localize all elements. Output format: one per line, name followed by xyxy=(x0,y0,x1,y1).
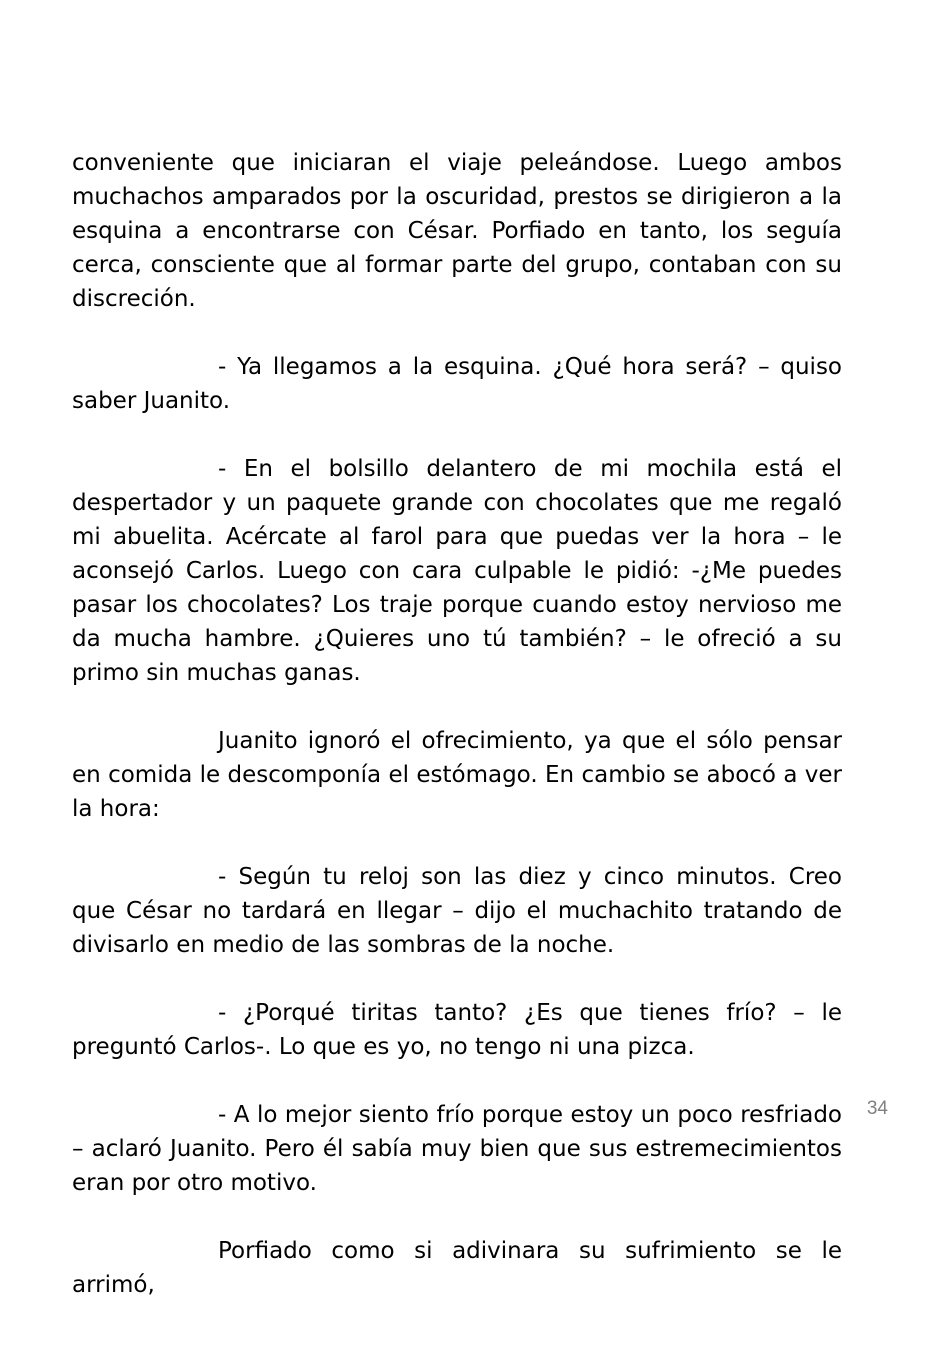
paragraph-1: conveniente que iniciaran el viaje peleándose. Luego ambos muchachos amparados por la oscuridad, prestos se dirigieron a la esquina a encontrarse con César. Porfiado en tanto, los seguía cerca, consciente que al formar parte del grupo, contaban con su discreción. xyxy=(72,150,842,312)
page-number: 34 xyxy=(866,1098,888,1119)
paragraph-5: - Según tu reloj son las diez y cinco minutos. Creo que César no tardará en llegar – dijo el muchachito tratando de divisarlo en medio de las sombras de la noche. xyxy=(72,864,842,958)
body-text xyxy=(72,146,842,1336)
paragraph-8: Porfiado como si adivinara su sufrimiento se le arrimó, xyxy=(72,1238,842,1298)
paragraph-3: - En el bolsillo delantero de mi mochila está el despertador y un paquete grande con chocolates que me regaló mi abuelita. Acércate al farol para que puedas ver la hora – le aconsejó Carlos. Luego con cara culpable le pidió: -¿Me puedes pasar los chocolates? Los traje porque cuando estoy nervioso me da mucha hambre. ¿Quieres uno tú también? – le ofreció a su primo sin muchas ganas. xyxy=(72,456,842,686)
paragraph-7: - A lo mejor siento frío porque estoy un poco resfriado – aclaró Juanito. Pero él sabía muy bien que sus estremecimientos eran por otro motivo. xyxy=(72,1102,842,1196)
paragraph-4: Juanito ignoró el ofrecimiento, ya que el sólo pensar en comida le descomponía el estómago. En cambio se abocó a ver la hora: xyxy=(72,728,842,822)
paragraph-2: - Ya llegamos a la esquina. ¿Qué hora será? – quiso saber Juanito. xyxy=(72,354,842,414)
paragraph-6: - ¿Porqué tiritas tanto? ¿Es que tienes frío? – le preguntó Carlos-. Lo que es yo, no tengo ni una pizca. xyxy=(72,1000,842,1060)
